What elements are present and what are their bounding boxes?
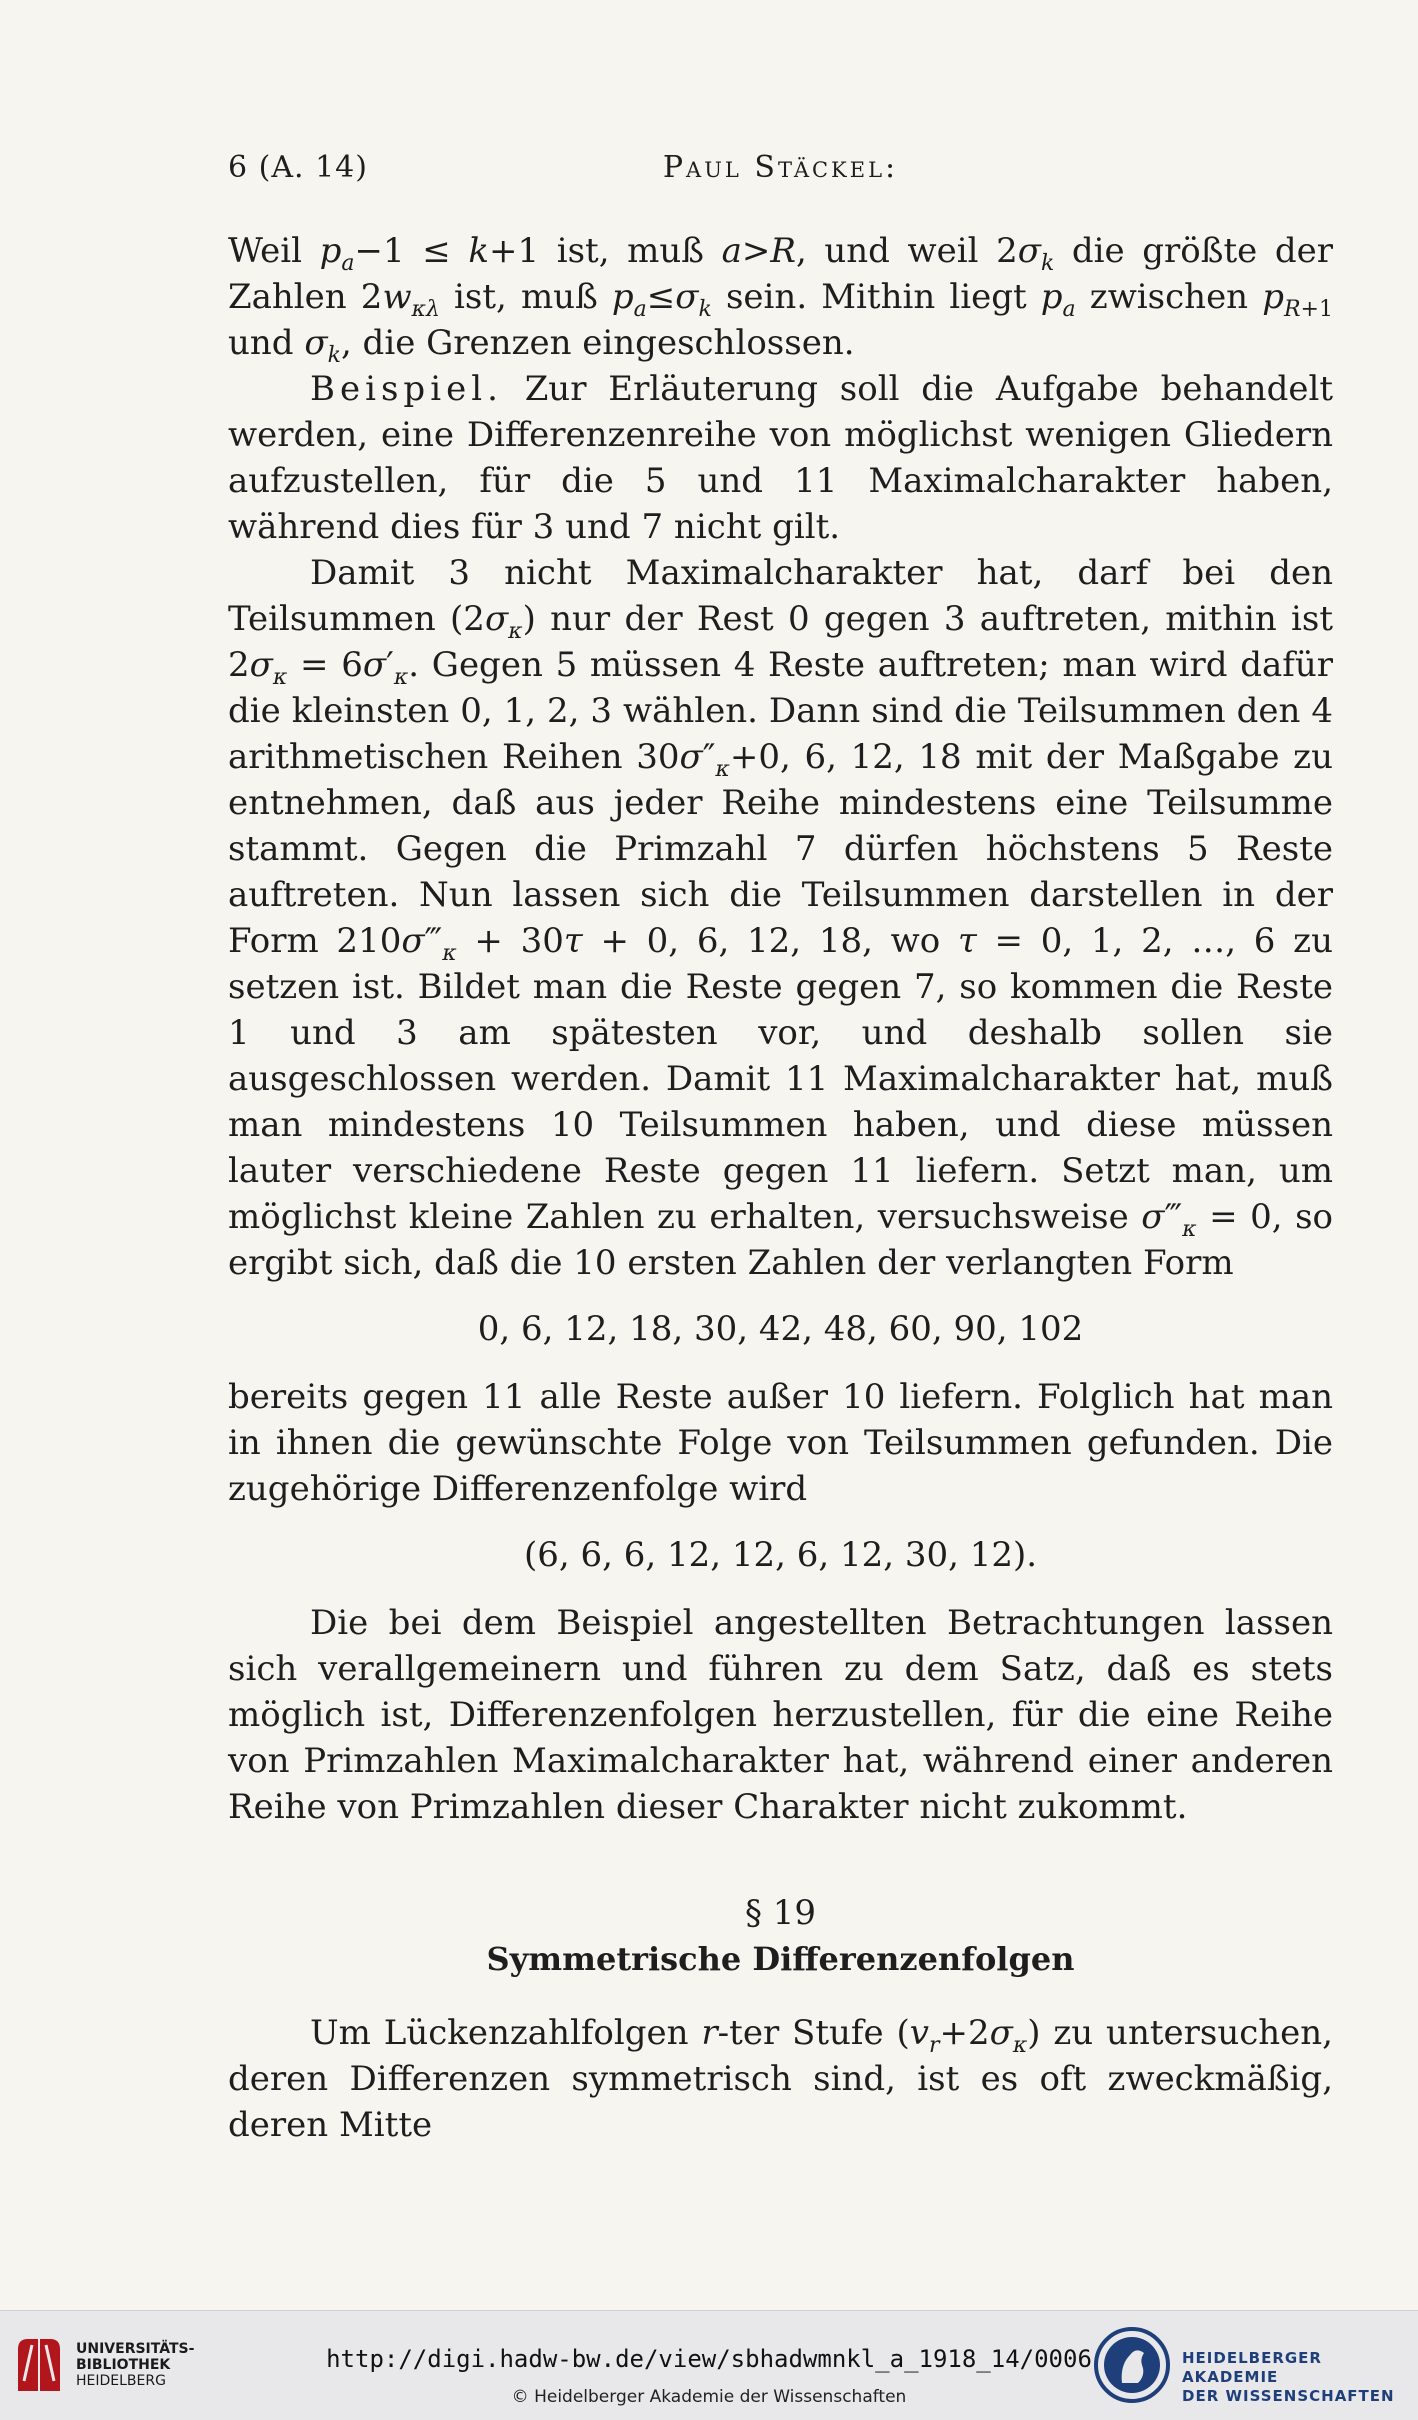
viewer-footer bbox=[0, 2310, 1418, 2420]
academy-line-2: DER WISSENSCHAFTEN bbox=[1182, 2387, 1395, 2405]
section-number: § 19 bbox=[744, 1893, 817, 1933]
example-lead: Beispiel. bbox=[310, 369, 503, 409]
copyright-notice: © Heidelberger Akademie der Wissenschaften bbox=[511, 2387, 907, 2407]
formula-sequence: 0, 6, 12, 18, 30, 42, 48, 60, 90, 102 bbox=[477, 1309, 1084, 1349]
folio: 6 (A. 14) bbox=[228, 150, 368, 185]
running-head: Paul Stäckel: bbox=[662, 150, 899, 185]
paragraph-6: Um Lückenzahlfolgen r-ter Stufe $(v_r+2\sigma_\kappa)$ zu untersuchen, deren Differenzen symmetrisch sind, ist es oft zweckmäßig, deren Mitte bbox=[228, 2013, 1333, 2145]
formula-differences: (6, 6, 6, 12, 12, 6, 12, 30, 12). bbox=[523, 1535, 1038, 1575]
academy-seal-icon bbox=[1092, 2325, 1172, 2405]
example-text: Zur Erläuterung soll die Aufgabe behandelt werden, eine Differenzenreihe von möglichst wenigen Gliedern aufzustellen, für die 5 und 11 Maximalcharakter haben, während dies für 3 und 7 nicht gilt. bbox=[228, 369, 1333, 547]
paragraph-2 bbox=[228, 366, 1333, 550]
paragraph-3: Damit 3 nicht Maximalcharakter hat, darf bei den Teilsummen $(2\sigma_\kappa)$ nur der Rest 0 gegen 3 auftreten, mithin ist $2\sigma_\kappa = 6\sigma'_\kappa$. Gegen 5 müssen 4 Reste auftreten; man wird dafür die kleinsten 0, 1, 2, 3 wählen. Dann sind die Teilsummen den 4 arithmetischen Reihen $30\sigma''_\kappa+0$, 6, 12, 18 mit der Maßgabe zu entnehmen, daß aus jeder Reihe mindestens eine Teilsumme stammt. Gegen die Primzahl 7 dürfen höchstens 5 Reste auftreten. Nun lassen sich die Teilsummen darstellen in der Form $210\sigma‴_\kappa + 30\tau + 0$, 6, 12, 18, wo τ = 0, 1, 2, …, 6 zu setzen ist. Bildet man die Reste gegen 7, so kommen die Reste 1 und 3 am spätesten vor, und deshalb sollen sie ausgeschlossen werden. Damit 11 Maximalcharakter hat, muß man mindestens 10 Teilsummen haben, und diese müssen lauter verschiedene Reste gegen 11 liefern. Setzt man, um möglichst kleine Zahlen zu erhalten, versuchsweise $\sigma‴_\kappa = 0$, so ergibt sich, daß die 10 ersten Zahlen der verlangten Form bbox=[228, 553, 1333, 1283]
library-line-1: UNIVERSITÄTS- bbox=[76, 2341, 195, 2357]
library-line-2: BIBLIOTHEK bbox=[76, 2357, 171, 2373]
section-title: Symmetrische Differenzenfolgen bbox=[486, 1940, 1075, 1978]
academy-name bbox=[1182, 2349, 1418, 2406]
library-line-3: HEIDELBERG bbox=[76, 2373, 166, 2389]
text-body bbox=[228, 228, 1333, 2148]
academy-line-1: HEIDELBERGER AKADEMIE bbox=[1182, 2349, 1322, 2386]
paragraph-4: bereits gegen 11 alle Reste außer 10 liefern. Folglich hat man in ihnen die gewünschte Folge von Teilsummen gefunden. Die zugehörige Differenzenfolge wird bbox=[228, 1377, 1333, 1509]
paragraph-5: Die bei dem Beispiel angestellten Betrachtungen lassen sich verallgemeinern und führen zu dem Satz, daß es stets möglich ist, Differenzenfolgen herzustellen, für die eine Reihe von Primzahlen Maximalcharakter hat, während einer anderen Reihe von Primzahlen dieser Charakter nicht zukommt. bbox=[228, 1603, 1333, 1827]
permalink-url[interactable]: http://digi.hadw-bw.de/view/sbhadwmnkl_a_1918_14/0006 bbox=[326, 2345, 1092, 2373]
paragraph-1: Weil $p_a-1 \le k+1$ ist, muß a>R, und weil $2\sigma_k$ die größte der Zahlen $2w_{\kappa\lambda}$ ist, muß $p_a\le\sigma_k$ sein. Mithin liegt $p_a$ zwischen $p_{R+1}$ und $\sigma_k$, die Grenzen eingeschlossen. bbox=[228, 231, 1333, 368]
page-header bbox=[228, 150, 1333, 200]
